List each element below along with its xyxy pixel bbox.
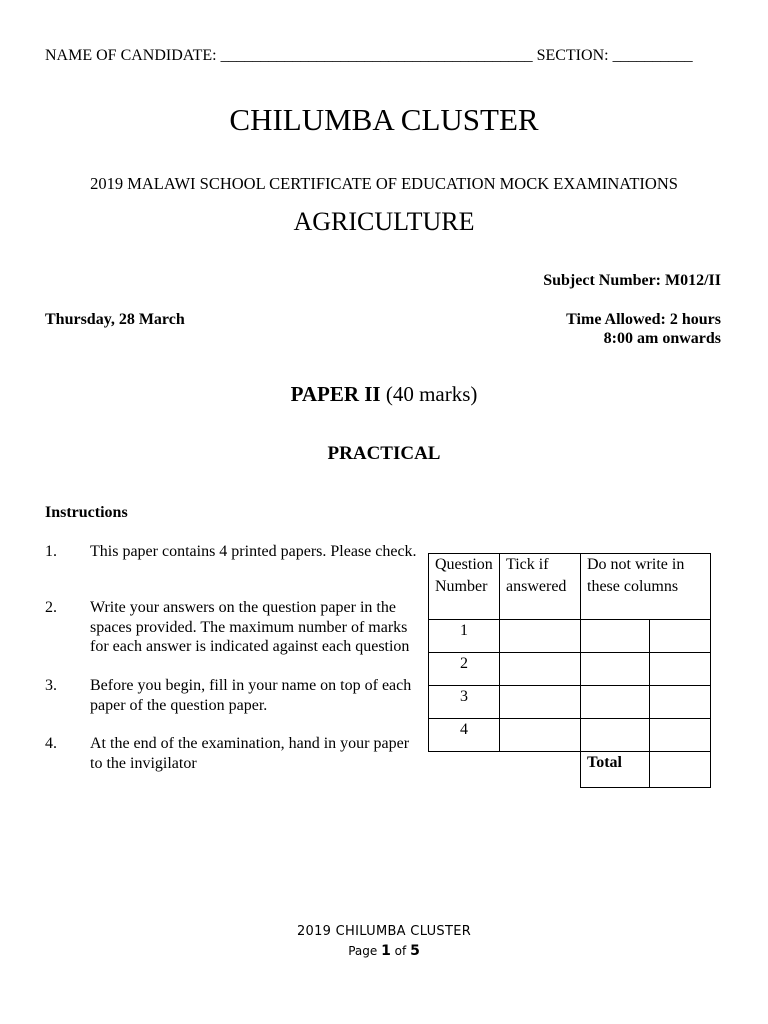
examiner-cell [650,686,711,719]
exam-title: 2019 MALAWI SCHOOL CERTIFICATE OF EDUCATION MOCK EXAMINATIONS [90,174,678,193]
examiner-columns-header: Do not write in these columns [581,554,711,620]
examiner-cell [650,620,711,653]
question-number-cell: 3 [429,686,500,719]
footer-cluster: 2019 CHILUMBA CLUSTER [296,924,472,939]
table-row [429,686,711,719]
start-time: 8:00 am onwards [603,330,721,347]
total-cell [650,752,711,788]
instruction-number: 4. [45,735,57,752]
question-number-cell: 2 [429,653,500,686]
examiner-cell [581,620,650,653]
tick-cell[interactable] [500,653,581,686]
question-number-cell: 1 [429,620,500,653]
instruction-number: 2. [45,599,57,616]
tick-header: Tick if answered [500,554,581,620]
instruction-text: At the end of the examination, hand in your paper to the invigilator [90,735,410,772]
tick-cell[interactable] [500,686,581,719]
instruction-item [45,676,425,715]
of-word: of [394,944,407,958]
table-row [429,719,711,752]
instruction-number: 1. [45,543,57,560]
paper-marks: (40 marks) [385,382,478,406]
subject-number: Subject Number: M012/II [543,272,721,289]
name-field[interactable]: _______________________________________ [220,47,533,64]
instruction-item [45,734,425,773]
instruction-item [45,598,425,657]
cluster-title: CHILUMBA CLUSTER [229,102,539,137]
examiner-cell [650,719,711,752]
subject-title: AGRICULTURE [293,207,475,236]
examiner-cell [581,686,650,719]
examiner-cell [581,653,650,686]
marks-table [428,553,711,788]
page-total: 5 [410,943,420,959]
instruction-text: Before you begin, fill in your name on top of each paper of the question paper. [90,677,412,714]
time-allowed: Time Allowed: 2 hours [566,311,721,328]
tick-cell[interactable] [500,719,581,752]
examiner-cell [581,719,650,752]
tick-cell[interactable] [500,620,581,653]
table-row [429,620,711,653]
page-word: Page [348,944,378,958]
name-label: NAME OF CANDIDATE: [45,47,217,64]
section-field[interactable]: __________ [612,47,693,64]
page-indicator [0,943,768,959]
table-header-row [429,554,711,620]
candidate-header [45,47,693,65]
exam-date: Thursday, 28 March [45,311,185,328]
question-number-cell: 4 [429,719,500,752]
instruction-number: 3. [45,677,57,694]
instructions-heading: Instructions [45,504,128,521]
total-label: Total [581,752,650,788]
paper-label: PAPER II [290,382,381,406]
instruction-item [45,542,425,562]
section-label: SECTION: [536,47,609,64]
instruction-text: Write your answers on the question paper in the spaces provided. The maximum number of marks for each answer is indicated against each question [90,599,410,655]
table-row [429,653,711,686]
examiner-cell [650,653,711,686]
page-number: 1 [381,943,391,959]
paper-heading [0,382,768,407]
question-number-header: Question Number [429,554,500,620]
instruction-text: This paper contains 4 printed papers. Please check. [90,543,417,560]
table-total-row [429,752,711,788]
paper-type: PRACTICAL [327,443,441,464]
